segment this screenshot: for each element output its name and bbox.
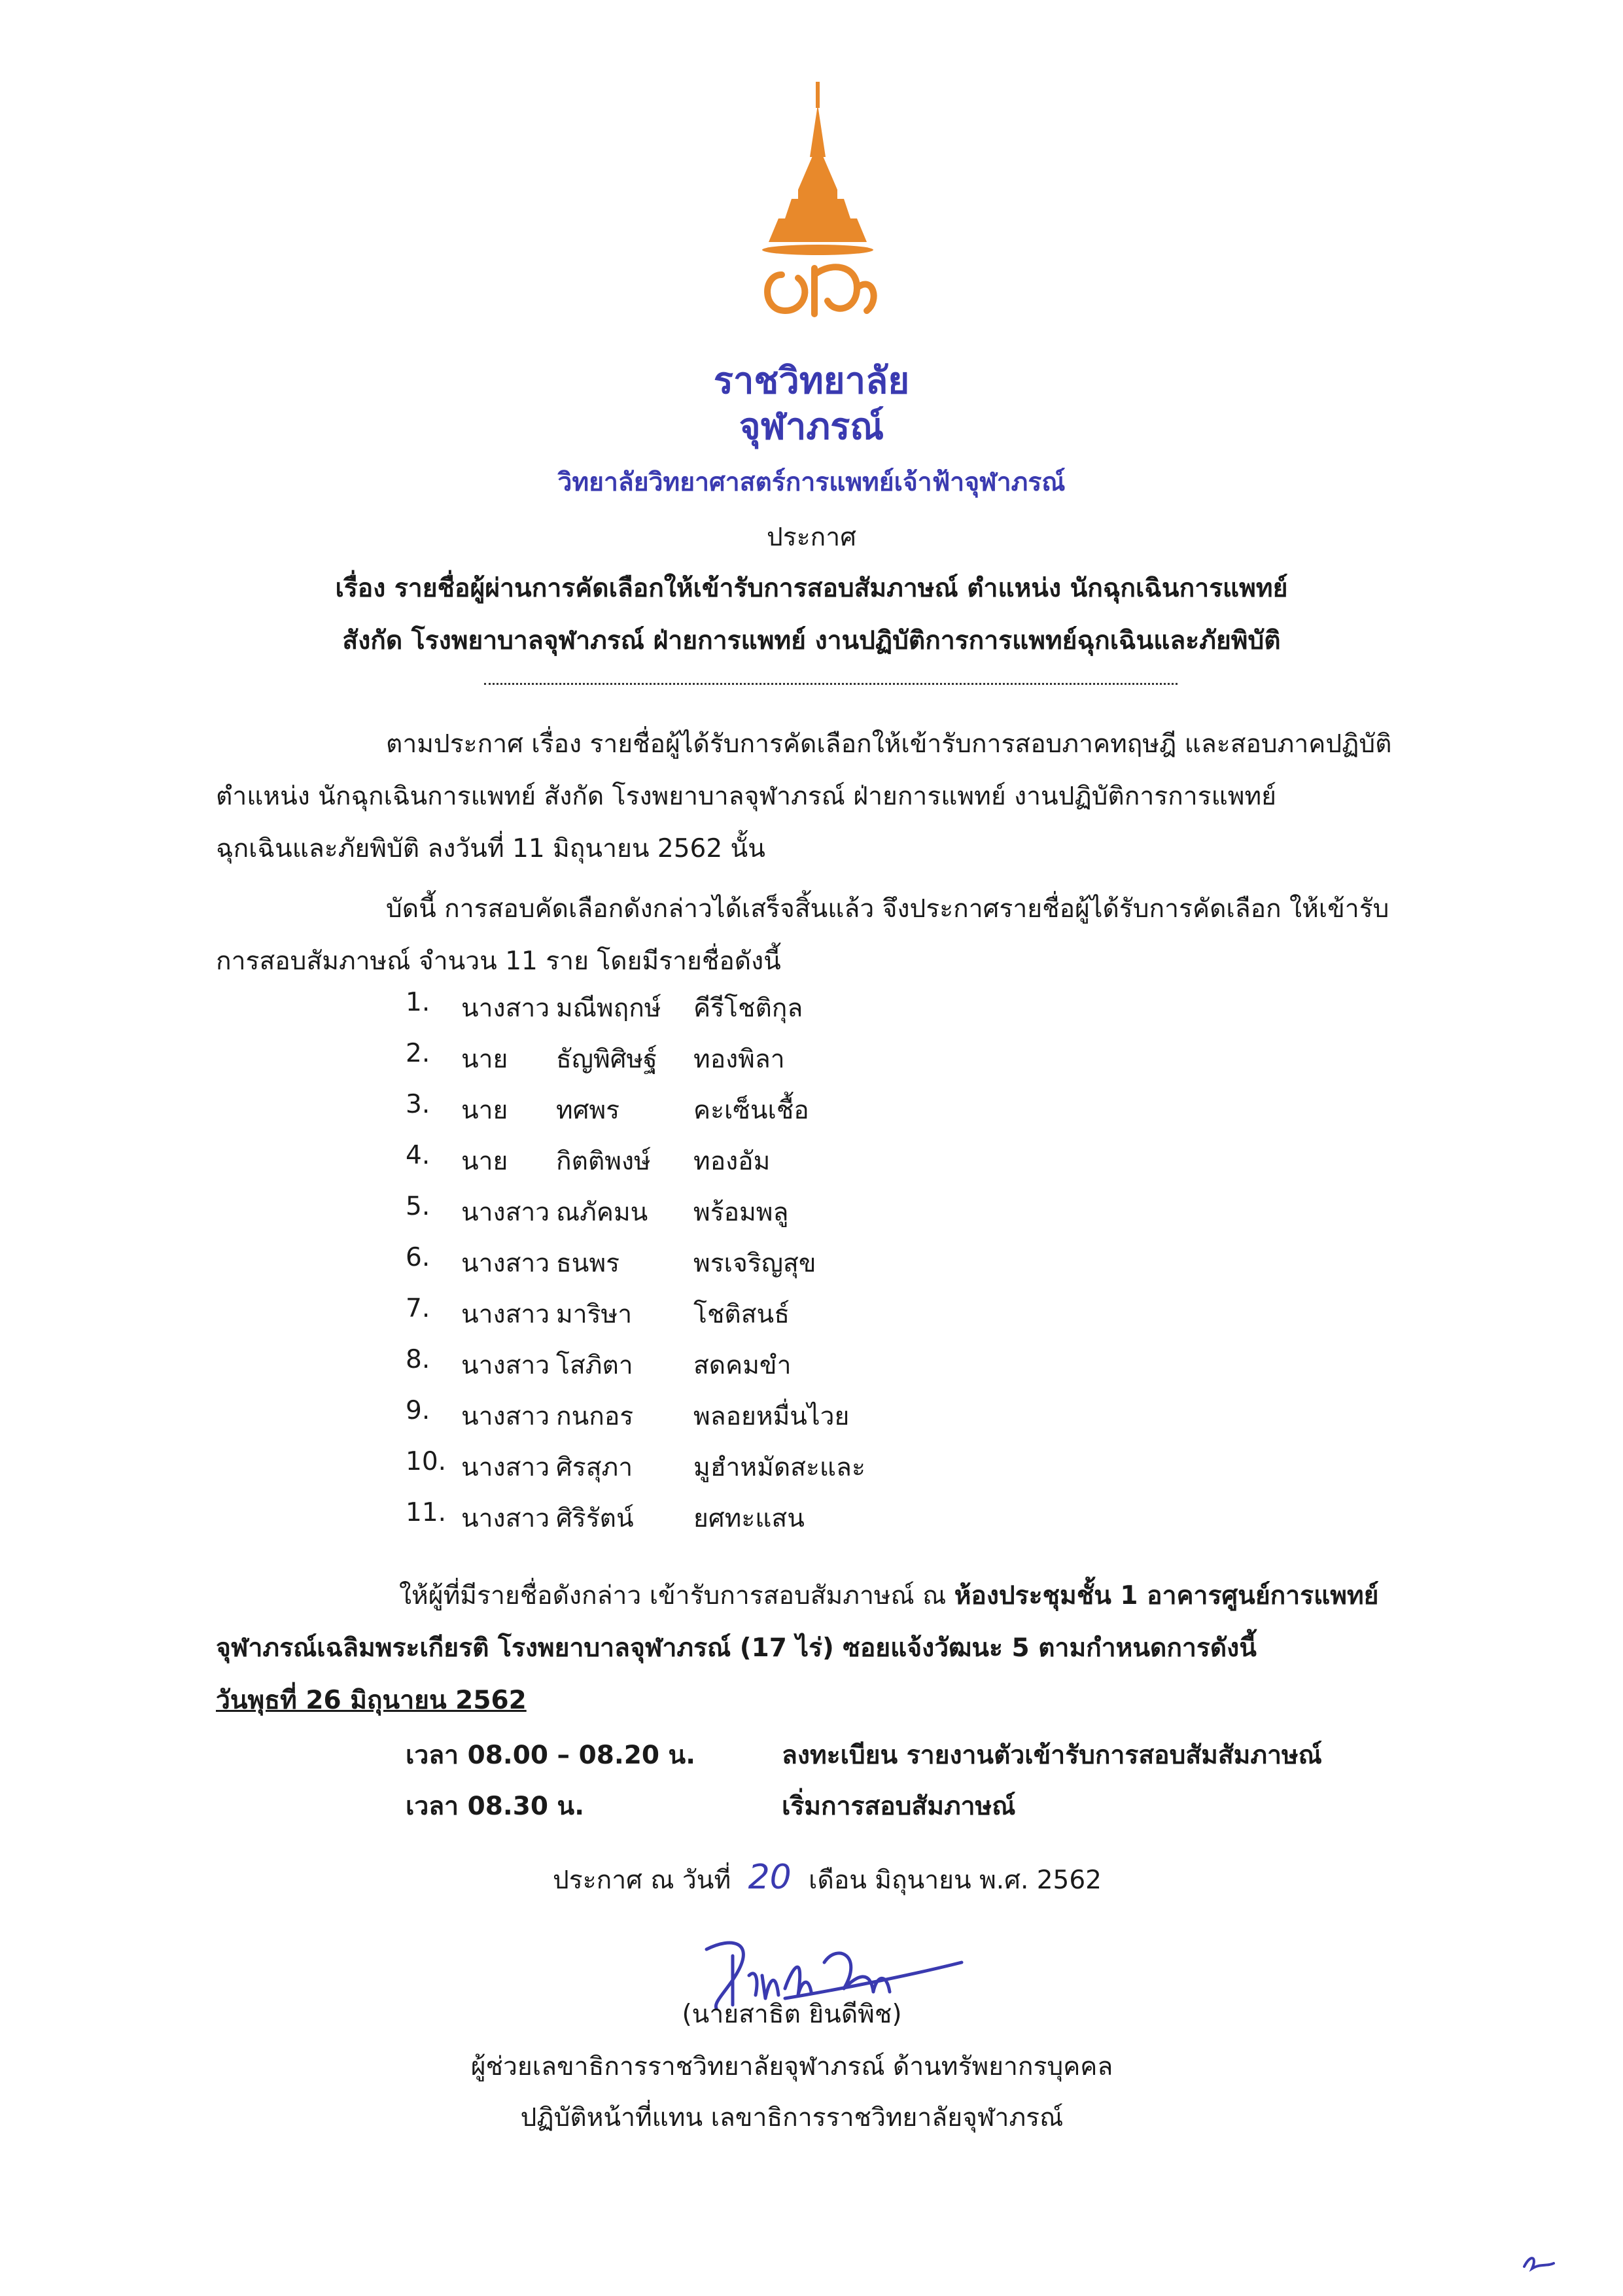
item-title: นาย [461,1147,508,1176]
candidate-list [0,988,1623,1563]
item-number: 7. [406,1294,430,1323]
item-firstname: ณภัคมน [556,1198,648,1227]
item-title: นางสาว [461,1249,550,1278]
item-title: นางสาว [461,1300,550,1329]
subject-line2: สังกัด โรงพยาบาลจุฬาภรณ์ ฝ่ายการแพทย์ งานปฏิบัติการการแพทย์ฉุกเฉินและภัยพิบัติ [342,626,1281,655]
item-lastname: ทองพิลา [693,1045,785,1074]
item-title: นาย [461,1045,508,1074]
item-number: 8. [406,1345,430,1374]
item-title: นางสาว [461,1351,550,1380]
item-lastname: คะเซ็นเชื้อ [693,1096,809,1125]
item-title: นางสาว [461,1453,550,1482]
item-title: นาย [461,1096,508,1125]
interview-line1 [399,1576,1379,1616]
doc-type: ประกาศ [767,523,856,552]
item-lastname: ทองอัม [693,1147,771,1176]
subject-line1: เรื่อง รายชื่อผู้ผ่านการคัดเลือกให้เข้ารับการสอบสัมภาษณ์ ตำแหน่ง นักฉุกเฉินการแพทย์ [335,574,1288,603]
item-firstname: ศิริรัตน์ [556,1504,634,1533]
para1-line1: ตามประกาศ เรื่อง รายชื่อผู้ได้รับการคัดเลือกให้เข้ารับการสอบภาคทฤษฎี และสอบภาคปฏิบัติ [386,729,1392,759]
interview-location: ห้องประชุมชั้น 1 อาคารศูนย์การแพทย์ [954,1581,1379,1610]
item-number: 5. [406,1192,430,1221]
interview-line2: จุฬาภรณ์เฉลิมพระเกียรติ โรงพยาบาลจุฬาภรณ์ (17 ไร่) ซอยแจ้งวัฒนะ 5 ตามกำหนดการดังนี้ [216,1633,1257,1663]
item-firstname: มาริษา [556,1300,633,1329]
para2-line1: บัดนี้ การสอบคัดเลือกดังกล่าวได้เสร็จสิ้นแล้ว จึงประกาศรายชื่อผู้ได้รับการคัดเลือก ให้เข้ารับ [386,894,1389,924]
logo-name-line2: จุฬาภรณ์ [739,406,884,448]
item-title: นางสาว [461,1402,550,1431]
announce-prefix: ประกาศ ณ วันที่ [553,1866,731,1895]
para1-line3: ฉุกเฉินและภัยพิบัติ ลงวันที่ 11 มิถุนายน 2562 นั้น [216,834,765,863]
item-firstname: กิตติพงษ์ [556,1147,651,1176]
item-firstname: ธัญพิศิษฐ์ [556,1045,657,1074]
announce-date [553,1858,1102,1900]
announce-suffix: เดือน มิถุนายน พ.ศ. 2562 [809,1866,1102,1895]
item-number: 10. [406,1447,447,1476]
item-firstname: ธนพร [556,1249,620,1278]
interview-line1-normal: ให้ผู้ที่มีรายชื่อดังกล่าว เข้ารับการสอบสัมภาษณ์ ณ [399,1581,954,1610]
item-lastname: มูฮำหมัดสะและ [693,1453,865,1482]
item-number: 9. [406,1396,430,1425]
item-lastname: พรเจริญสุข [693,1249,816,1278]
item-number: 6. [406,1243,430,1272]
item-lastname: ยศทะแสน [693,1504,805,1533]
item-title: นางสาว [461,1198,550,1227]
logo-name-line1: ราชวิทยาลัย [713,360,910,402]
schedule-activity: เริ่มการสอบสัมภาษณ์ [782,1792,1016,1821]
interview-date: วันพุธที่ 26 มิถุนายน 2562 [216,1686,527,1715]
item-lastname: คีรีโชติกุล [693,994,803,1023]
item-firstname: มณีพฤกษ์ [556,994,661,1023]
para1-line2: ตำแหน่ง นักฉุกเฉินการแพทย์ สังกัด โรงพยาบาลจุฬาภรณ์ ฝ่ายการแพทย์ งานปฏิบัติการการแพทย์ [216,782,1277,811]
item-number: 1. [406,988,430,1017]
schedule-time: เวลา 08.30 น. [406,1792,585,1821]
announce-day: 20 [748,1858,792,1897]
college-name: วิทยาลัยวิทยาศาสตร์การแพทย์เจ้าฟ้าจุฬาภรณ์ [557,468,1066,497]
signatory-position1: ผู้ช่วยเลขาธิการราชวิทยาลัยจุฬาภรณ์ ด้านทรัพยากรบุคคล [470,2052,1113,2081]
item-lastname: พลอยหมื่นไวย [693,1402,850,1431]
item-number: 4. [406,1141,430,1170]
item-lastname: พร้อมพลู [693,1198,789,1227]
divider [484,683,1178,685]
item-number: 2. [406,1039,430,1068]
initials-mark-icon [1518,2250,1557,2276]
item-title: นางสาว [461,1504,550,1533]
item-number: 11. [406,1498,447,1527]
item-firstname: ทศพร [556,1096,620,1125]
item-lastname: โชติสนธ์ [693,1300,790,1329]
para2-line2: การสอบสัมภาษณ์ จำนวน 11 ราย โดยมีรายชื่อดังนี้ [216,947,781,976]
schedule-time: เวลา 08.00 – 08.20 น. [406,1741,696,1770]
item-title: นางสาว [461,994,550,1023]
item-firstname: โสภิตา [556,1351,633,1380]
signatory-name: (นายสาธิต ยินดีพิช) [682,2000,902,2029]
schedule-activity: ลงทะเบียน รายงานตัวเข้ารับการสอบสัมสัมภาษณ์ [782,1741,1322,1770]
item-number: 3. [406,1090,430,1119]
crown-emblem-icon [752,78,883,321]
item-firstname: ศิรสุภา [556,1453,633,1482]
item-firstname: กนกอร [556,1402,634,1431]
signatory-position2: ปฏิบัติหน้าที่แทน เลขาธิการราชวิทยาลัยจุฬาภรณ์ [520,2103,1064,2132]
item-lastname: สดคมขำ [693,1351,792,1380]
